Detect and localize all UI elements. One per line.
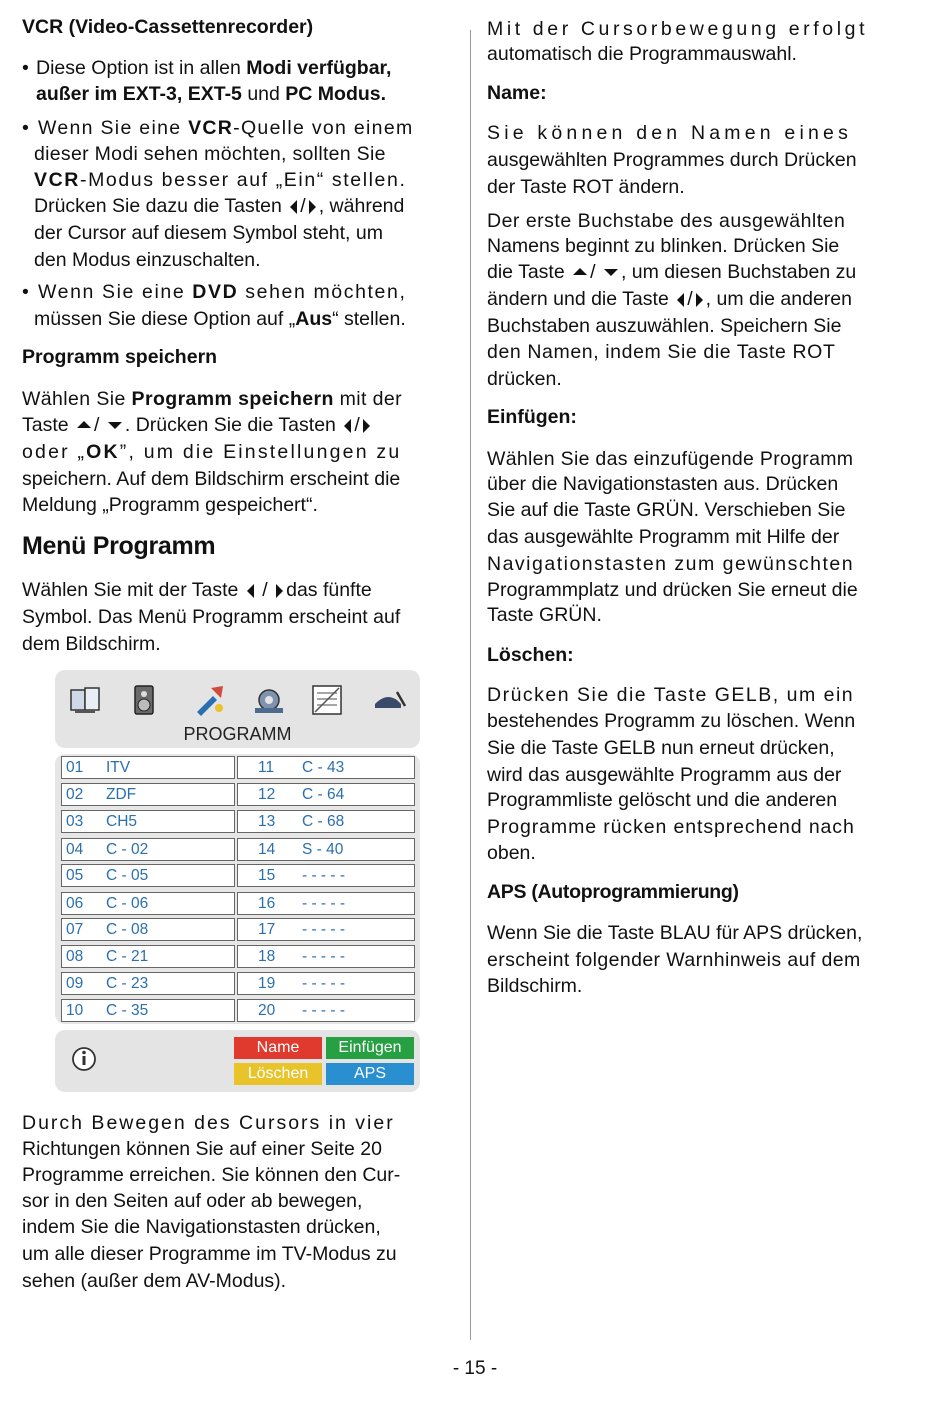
setup-icon bbox=[251, 682, 287, 718]
program-name: - - - - - bbox=[302, 948, 346, 965]
program-number: 01 bbox=[66, 759, 84, 776]
program-name: - - - - - bbox=[302, 1002, 346, 1019]
program-number: 05 bbox=[66, 867, 84, 884]
program-cell[interactable] bbox=[237, 918, 415, 941]
vcr-bullet-2-line-5: der Cursor auf diesem Symbol steht, um bbox=[34, 222, 383, 244]
program-name: C - 08 bbox=[106, 921, 149, 938]
insert-line-1: Wählen Sie das einzufügende Programm bbox=[487, 448, 854, 470]
program-cell[interactable] bbox=[237, 756, 415, 779]
program-cell[interactable] bbox=[237, 945, 415, 968]
program-name: S - 40 bbox=[302, 841, 344, 858]
program-cell[interactable] bbox=[237, 810, 415, 833]
program-cell[interactable] bbox=[237, 864, 415, 887]
aps-line-1: Wenn Sie die Taste BLAU für APS drücken, bbox=[487, 922, 863, 944]
insert-line-3: Sie auf die Taste GRÜN. Verschieben Sie bbox=[487, 499, 846, 521]
program-name: - - - - - bbox=[302, 921, 346, 938]
delete-line-7: oben. bbox=[487, 842, 536, 864]
program-list-icon bbox=[309, 682, 345, 718]
cursor-select-line-1: Mit der Cursorbewegung erfolgt bbox=[487, 18, 869, 40]
down-arrow-icon bbox=[108, 422, 122, 429]
menu-title: PROGRAMM bbox=[183, 724, 292, 744]
page-number: - 15 - bbox=[452, 1358, 498, 1379]
insert-button[interactable]: Einfügen bbox=[326, 1037, 414, 1059]
program-name: ZDF bbox=[106, 786, 137, 803]
insert-line-5: Navigationstasten zum gewünschten bbox=[487, 553, 855, 575]
down-arrow-icon bbox=[604, 269, 618, 276]
name-button[interactable]: Name bbox=[234, 1037, 322, 1059]
menu-button-bar bbox=[55, 1030, 420, 1092]
program-number: 06 bbox=[66, 895, 84, 912]
program-cell[interactable] bbox=[61, 756, 235, 779]
name2-line-4: ändern und die Taste / , um die anderen bbox=[487, 288, 852, 310]
program-number: 15 bbox=[258, 867, 276, 884]
save-heading: Programm speichern bbox=[22, 346, 218, 368]
insert-heading: Einfügen: bbox=[487, 406, 577, 428]
program-cell[interactable] bbox=[237, 972, 415, 995]
aps-heading: APS (Autoprogrammierung) bbox=[487, 881, 739, 903]
vcr-heading: VCR (Video-Cassettenrecorder) bbox=[22, 16, 314, 38]
vcr-bullet-2-line-3: VCR-Modus besser auf „Ein“ stellen. bbox=[34, 169, 407, 191]
program-cell[interactable] bbox=[237, 838, 415, 861]
program-cell[interactable] bbox=[61, 783, 235, 806]
program-cell[interactable] bbox=[237, 999, 415, 1022]
install-icon bbox=[371, 682, 407, 718]
right-arrow-icon bbox=[309, 200, 316, 214]
program-number: 17 bbox=[258, 921, 276, 938]
name2-line-1: Der erste Buchstabe des ausgewählten bbox=[487, 210, 846, 232]
info-icon bbox=[71, 1046, 97, 1072]
vcr-bullet-2-line-4: Drücken Sie dazu die Tasten / , während bbox=[34, 195, 405, 217]
program-number: 19 bbox=[258, 975, 276, 992]
bullet-marker: • bbox=[22, 281, 29, 303]
program-name: C - 43 bbox=[302, 759, 345, 776]
program-row[interactable] bbox=[61, 972, 415, 996]
left-arrow-icon bbox=[290, 200, 297, 214]
cursor-line-6: um alle dieser Programme im TV-Modus zu bbox=[22, 1243, 397, 1265]
program-row[interactable] bbox=[61, 783, 415, 807]
program-cell[interactable] bbox=[61, 972, 235, 995]
delete-line-6: Programme rücken entsprechend nach bbox=[487, 816, 855, 838]
program-number: 14 bbox=[258, 841, 276, 858]
aps-line-2: erscheint folgender Warnhinweis auf dem bbox=[487, 949, 861, 971]
program-row[interactable] bbox=[61, 892, 415, 916]
save-line-3: oder „OK”, um die Einstellungen zu bbox=[22, 441, 402, 463]
delete-line-1: Drücken Sie die Taste GELB, um ein bbox=[487, 684, 855, 706]
name-heading: Name: bbox=[487, 82, 547, 104]
bullet-marker: • bbox=[22, 117, 29, 139]
column-divider bbox=[470, 30, 471, 1340]
name2-line-7: drücken. bbox=[487, 368, 562, 390]
program-number: 20 bbox=[258, 1002, 276, 1019]
program-number: 11 bbox=[258, 759, 275, 776]
program-row[interactable] bbox=[61, 918, 415, 942]
up-arrow-icon bbox=[573, 268, 587, 275]
delete-line-4: wird das ausgewählte Programm aus der bbox=[487, 764, 842, 786]
name-line-1: Sie können den Namen eines bbox=[487, 122, 853, 144]
cursor-line-7: sehen (außer dem AV-Modus). bbox=[22, 1270, 287, 1292]
program-number: 12 bbox=[258, 786, 276, 803]
vcr-bullet-3-line-2: müssen Sie diese Option auf „Aus“ stellen. bbox=[34, 308, 406, 330]
program-cell[interactable] bbox=[61, 838, 235, 861]
vcr-bullet-3-line-1: Wenn Sie eine DVD sehen möchten, bbox=[38, 281, 407, 303]
program-number: 07 bbox=[66, 921, 84, 938]
cursor-line-1: Durch Bewegen des Cursors in vier bbox=[22, 1112, 395, 1134]
program-name: CH5 bbox=[106, 813, 138, 830]
features-icon bbox=[193, 682, 229, 718]
program-name: C - 05 bbox=[106, 867, 149, 884]
vcr-bullet-2-line-2: dieser Modi sehen möchten, sollten Sie bbox=[34, 143, 386, 165]
insert-line-6: Programmplatz und drücken Sie erneut die bbox=[487, 579, 858, 601]
save-line-1: Wählen Sie Programm speichern mit der bbox=[22, 388, 403, 410]
program-number: 18 bbox=[258, 948, 276, 965]
aps-line-3: Bildschirm. bbox=[487, 975, 583, 997]
program-name: C - 68 bbox=[302, 813, 345, 830]
right-arrow-icon bbox=[696, 293, 703, 307]
delete-line-5: Programmliste gelöscht und die anderen bbox=[487, 789, 838, 811]
name-line-3: der Taste ROT ändern. bbox=[487, 176, 685, 198]
right-arrow-icon bbox=[363, 419, 370, 433]
name2-line-3: die Taste / , um diesen Buchstaben zu bbox=[487, 261, 857, 283]
program-name: - - - - - bbox=[302, 895, 346, 912]
save-line-2: Taste / . Drücken Sie die Tasten / bbox=[22, 412, 452, 439]
delete-line-2: bestehendes Programm zu löschen. Wenn bbox=[487, 710, 856, 732]
cursor-line-4: sor in den Seiten auf oder ab bewegen, bbox=[22, 1190, 363, 1212]
program-number: 09 bbox=[66, 975, 84, 992]
program-name: C - 35 bbox=[106, 1002, 149, 1019]
program-name: - - - - - bbox=[302, 975, 346, 992]
program-cell[interactable] bbox=[61, 892, 235, 915]
insert-line-7: Taste GRÜN. bbox=[487, 604, 602, 626]
cursor-line-2: Richtungen können Sie auf einer Seite 20 bbox=[22, 1138, 382, 1160]
up-arrow-icon bbox=[77, 421, 91, 428]
left-arrow-icon bbox=[677, 293, 684, 307]
delete-heading: Löschen: bbox=[487, 644, 574, 666]
program-number: 10 bbox=[66, 1002, 84, 1019]
program-cell[interactable] bbox=[237, 892, 415, 915]
menu-icon-bar bbox=[55, 670, 420, 748]
program-name: C - 02 bbox=[106, 841, 149, 858]
program-name: C - 21 bbox=[106, 948, 149, 965]
left-arrow-icon bbox=[247, 584, 254, 598]
program-menu-screenshot bbox=[55, 670, 420, 1092]
save-line-5: Meldung „Programm gespeichert“. bbox=[22, 494, 318, 516]
vcr-bullet-1-line-1: Diese Option ist in allen Modi verfügbar, bbox=[36, 57, 392, 79]
program-row[interactable] bbox=[61, 838, 415, 862]
program-row[interactable] bbox=[61, 945, 415, 969]
vcr-bullet-2-line-1: Wenn Sie eine VCR-Quelle von einem bbox=[38, 117, 414, 139]
menu-line-1: Wählen Sie mit der Taste / das fünfte bbox=[22, 579, 372, 601]
program-cell[interactable] bbox=[61, 864, 235, 887]
cursor-line-5: indem Sie die Navigationstasten drücken, bbox=[22, 1216, 381, 1238]
program-name: C - 23 bbox=[106, 975, 149, 992]
speaker-icon bbox=[127, 682, 163, 718]
program-number: 02 bbox=[66, 786, 84, 803]
program-cell[interactable] bbox=[61, 945, 235, 968]
program-row[interactable] bbox=[61, 999, 415, 1023]
program-number: 16 bbox=[258, 895, 276, 912]
tv-source-icon bbox=[67, 682, 103, 718]
program-cell[interactable] bbox=[61, 810, 235, 833]
vcr-bullet-1-line-2: außer im EXT-3, EXT-5 und PC Modus. bbox=[36, 83, 387, 105]
program-number: 08 bbox=[66, 948, 84, 965]
left-arrow-icon bbox=[344, 419, 351, 433]
program-row[interactable] bbox=[61, 810, 415, 834]
program-number: 03 bbox=[66, 813, 84, 830]
program-number: 04 bbox=[66, 841, 84, 858]
program-row[interactable] bbox=[61, 756, 415, 780]
delete-button[interactable]: Löschen bbox=[234, 1063, 322, 1085]
program-name: C - 06 bbox=[106, 895, 149, 912]
program-number: 13 bbox=[258, 813, 276, 830]
insert-line-2: über die Navigationstasten aus. Drücken bbox=[487, 473, 839, 495]
bullet-marker: • bbox=[22, 57, 29, 79]
program-cell[interactable] bbox=[237, 783, 415, 806]
program-row[interactable] bbox=[61, 864, 415, 888]
program-name: ITV bbox=[106, 759, 131, 776]
save-line-4: speichern. Auf dem Bildschirm erscheint die bbox=[22, 468, 401, 490]
program-name: C - 64 bbox=[302, 786, 345, 803]
menu-line-3: dem Bildschirm. bbox=[22, 633, 161, 655]
cursor-line-3: Programme erreichen. Sie können den Cur- bbox=[22, 1164, 401, 1186]
name2-line-2: Namens beginnt zu blinken. Drücken Sie bbox=[487, 235, 840, 257]
menu-line-2: Symbol. Das Menü Programm erscheint auf bbox=[22, 606, 401, 628]
aps-button[interactable]: APS bbox=[326, 1063, 414, 1085]
program-cell[interactable] bbox=[61, 918, 235, 941]
name-line-2: ausgewählten Programmes durch Drücken bbox=[487, 149, 857, 171]
program-cell[interactable] bbox=[61, 999, 235, 1022]
vcr-bullet-2-line-6: den Modus einzuschalten. bbox=[34, 249, 261, 271]
insert-line-4: das ausgewählte Programm mit Hilfe der bbox=[487, 526, 840, 548]
name2-line-5: Buchstaben auszuwählen. Speichern Sie bbox=[487, 315, 842, 337]
name2-line-6: den Namen, indem Sie die Taste ROT bbox=[487, 341, 836, 363]
program-name: - - - - - bbox=[302, 867, 346, 884]
delete-line-3: Sie die Taste GELB nun erneut drücken, bbox=[487, 737, 835, 759]
menu-program-heading: Menü Programm bbox=[22, 532, 216, 560]
cursor-select-line-2: automatisch die Programmauswahl. bbox=[487, 43, 797, 65]
right-arrow-icon bbox=[276, 584, 283, 598]
